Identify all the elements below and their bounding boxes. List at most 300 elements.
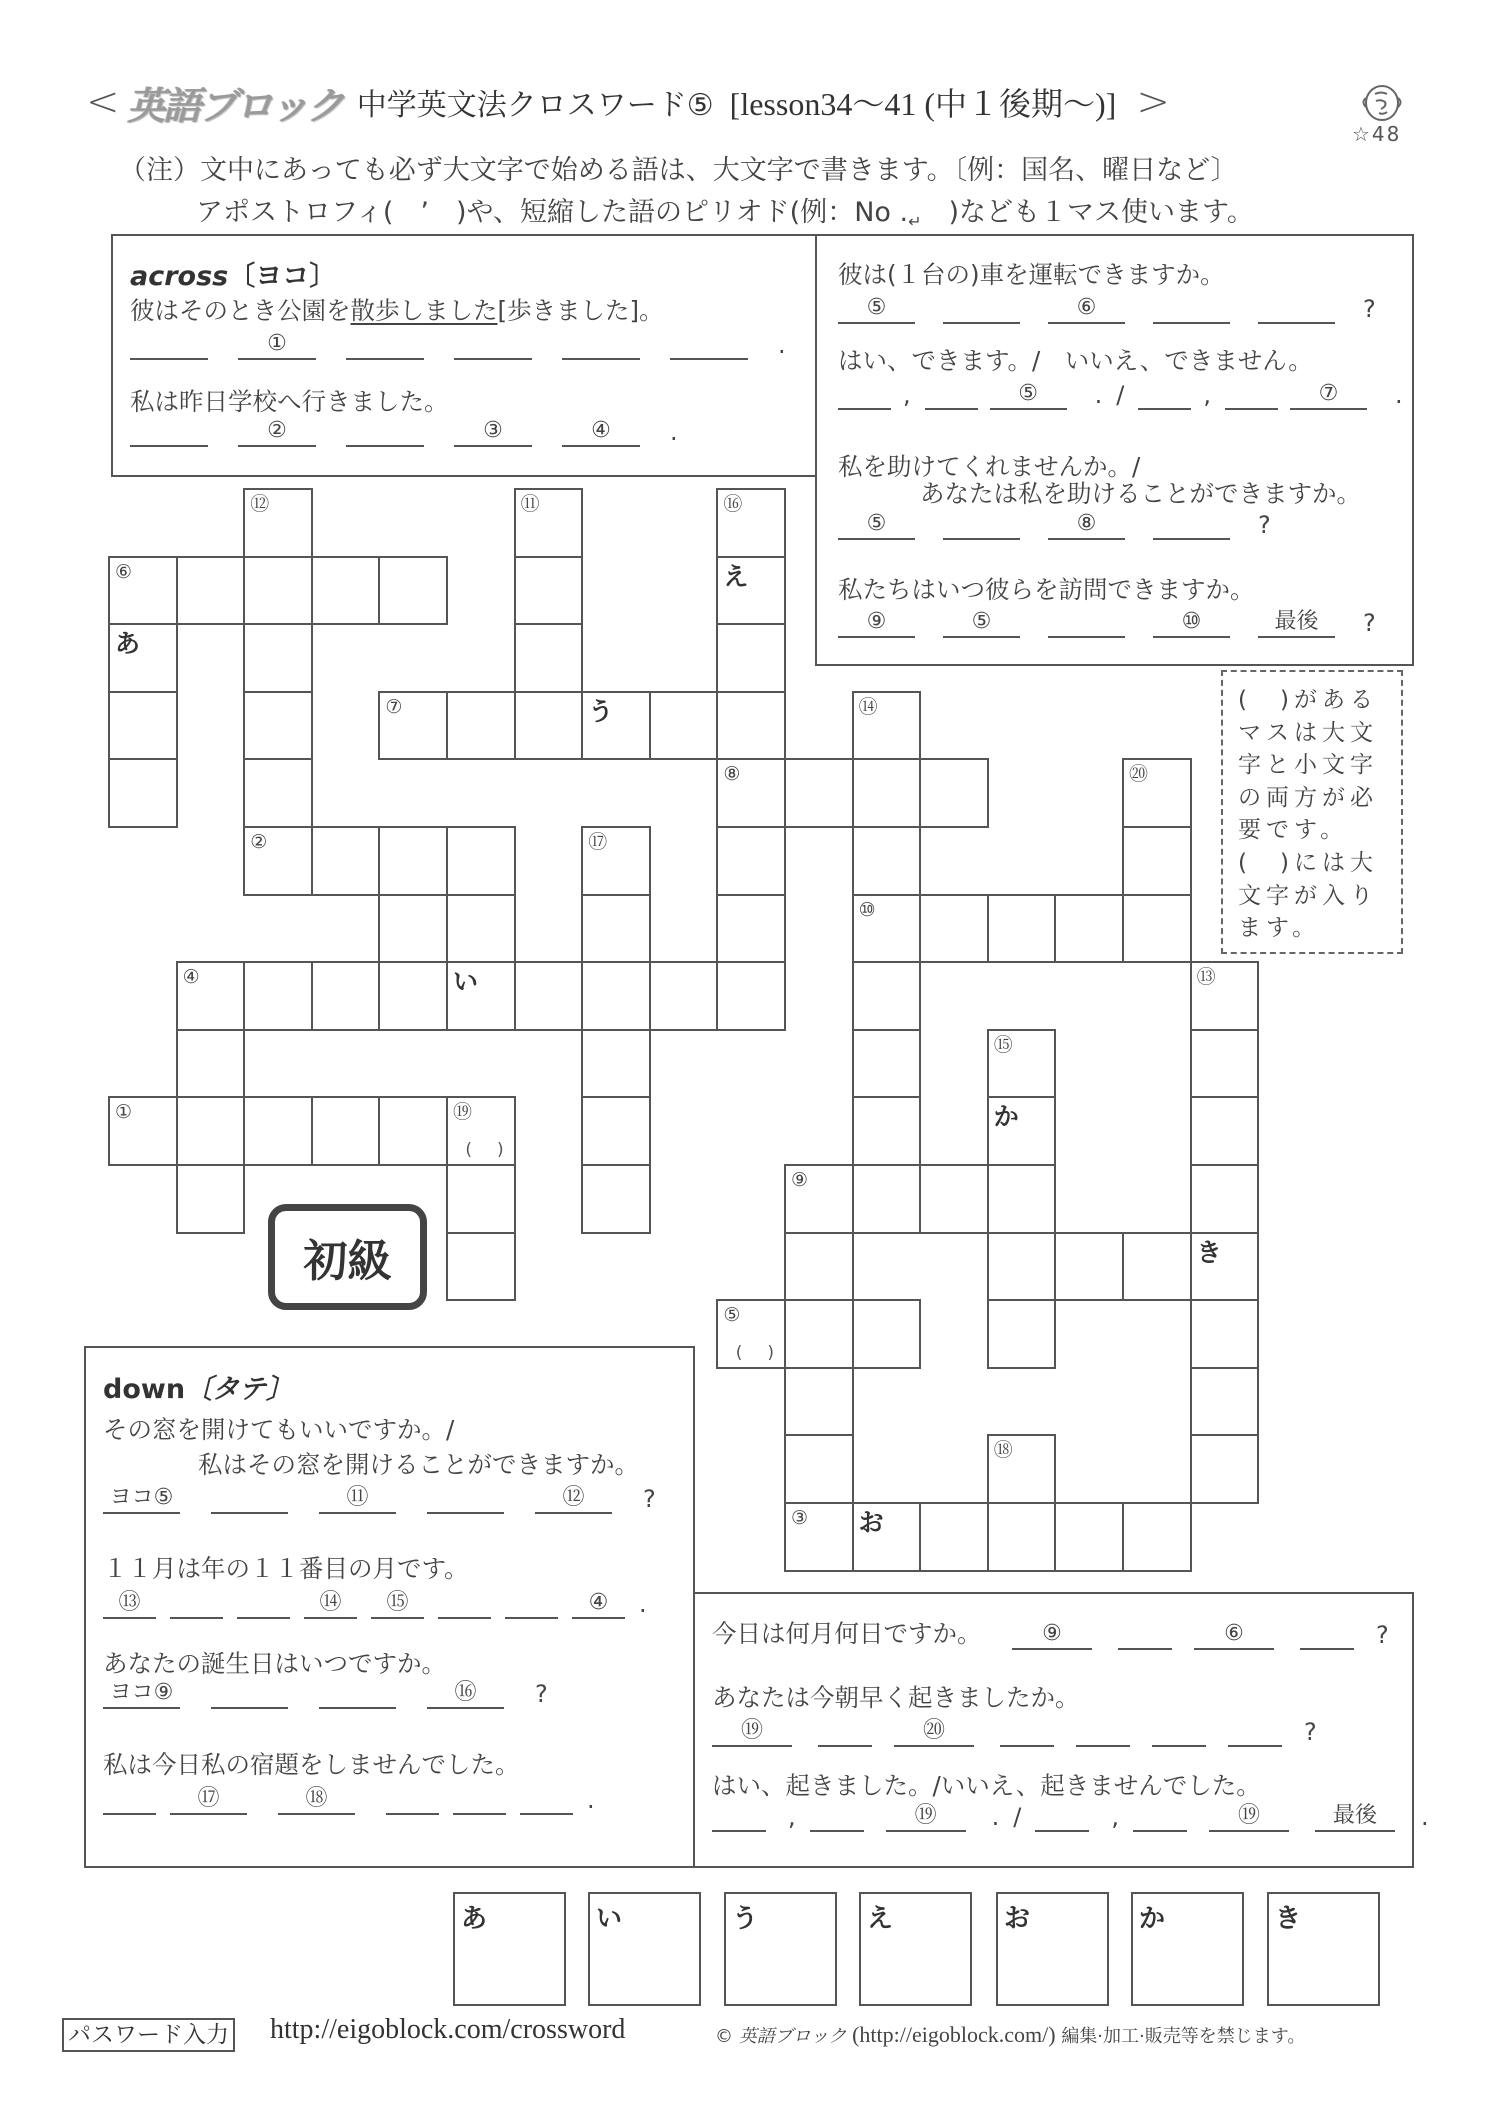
grid-cell[interactable] [919,894,989,964]
note-line-2b: )なども１マス使います。 [921,197,1254,228]
grid-cell[interactable] [581,961,651,1031]
grid-cell[interactable] [1190,1367,1260,1437]
blank-label: ① [267,331,287,356]
punctuation: , [788,1803,796,1831]
clue-phrase: あなたの誕生日はいつですか。 [103,1649,446,1678]
grid-cell[interactable] [716,488,786,558]
answer-blank[interactable] [103,1777,156,1815]
grid-cell[interactable] [176,961,246,1031]
clue-number: ⑱ [993,1439,1013,1462]
grid-cell[interactable] [108,556,178,626]
answer-blank[interactable] [810,1794,864,1832]
copyright-notice [715,2022,1305,2048]
copyright-text: 編集·加工·販売等を禁じます。 [1061,2026,1306,2047]
clue-phrase: あなたは今朝早く起きましたか。 [712,1683,1080,1712]
grid-cell[interactable] [987,1096,1057,1166]
punctuation: . [778,331,786,359]
grid-cell[interactable] [243,961,313,1031]
grid-cell[interactable] [784,1164,854,1234]
clue-number: ⑰ [588,831,608,853]
password-box[interactable] [1131,1892,1244,2006]
grid-cell[interactable] [716,758,786,828]
copyright-brand: 英語ブロック [738,2026,847,2047]
answer-line [712,1707,1331,1747]
crossword-url-link[interactable]: http://eigoblock.com/crossword [270,2014,626,2045]
clue-phrase: 今日は何月何日ですか。 [712,1619,982,1648]
password-box[interactable] [588,1892,701,2006]
capital-note-line: ( )には大 [1238,849,1378,876]
blank-label: ⑤ [866,511,887,536]
answer-blank[interactable] [1300,1612,1354,1650]
grid-cell[interactable] [987,1029,1057,1099]
clue-number: ⑳ [1129,763,1149,786]
grid-cell[interactable] [311,961,381,1031]
answer-blank[interactable] [211,1476,288,1514]
answer-blank[interactable] [211,1671,288,1709]
answer-blank[interactable] [712,1709,792,1747]
down-heading-ja: 〔タテ〕 [185,1374,294,1405]
password-entry-label: パスワード入力 [62,2018,235,2052]
underlined-phrase: 散歩しました [350,296,498,325]
answer-blank[interactable] [818,1709,872,1747]
grid-cell[interactable] [243,1096,313,1166]
blank-label: ⑦ [1318,381,1339,406]
capital-letter-mark: ( ) [735,1342,778,1363]
grid-cell[interactable] [378,894,448,964]
password-box-label: う [732,1904,759,1934]
password-box[interactable] [724,1892,837,2006]
punctuation: , [903,381,911,409]
answer-blank[interactable] [562,409,640,447]
blank-label: ⑰ [197,1786,220,1811]
across-heading-ja: 〔ヨコ〕 [228,261,337,292]
grid-cell[interactable] [1122,1232,1192,1302]
punctuation: ? [1304,1718,1317,1746]
clue-text [712,1619,982,1649]
punctuation: . [1395,381,1403,409]
grid-cell[interactable] [446,1164,516,1234]
answer-blank[interactable] [1315,1794,1395,1832]
blank-label: ⑫ [562,1485,585,1510]
grid-cell[interactable] [243,488,313,558]
answer-blank[interactable] [925,372,978,410]
answer-blank[interactable] [1290,372,1367,410]
capital-note-line: 文字が入り [1238,882,1378,909]
answer-blank[interactable] [1076,1709,1130,1747]
answer-blank[interactable] [1118,1612,1172,1650]
password-box-label: か [1139,1904,1166,1934]
answer-blank[interactable] [1000,1709,1054,1747]
worksheet-title: 中学英文法クロスワード⑤ [356,88,714,123]
clue-phrase: その窓を開けてもいいですか。/ [103,1415,455,1444]
grid-cell[interactable] [176,1164,246,1234]
answer-blank[interactable] [170,1581,223,1619]
answer-blank[interactable] [1258,286,1335,324]
capital-note-line: 字と小文字 [1238,752,1378,779]
answer-blank[interactable] [319,1671,396,1709]
grid-cell[interactable] [852,1164,922,1234]
grid-cell[interactable] [987,1232,1057,1302]
grid-cell[interactable] [716,961,786,1031]
answer-blank[interactable] [1048,502,1125,540]
punctuation: / [1013,1803,1022,1831]
grid-cell[interactable] [176,1096,246,1166]
password-letter-mark: き [1196,1237,1222,1267]
password-box[interactable] [996,1892,1109,2006]
brand-url-link[interactable]: (http://eigoblock.com/) [852,2022,1056,2047]
answer-blank[interactable] [103,1671,180,1709]
grid-cell[interactable] [784,1299,854,1369]
grid-cell[interactable] [581,691,651,761]
grid-cell[interactable] [108,623,178,693]
blank-label: 最後 [1274,609,1319,634]
answer-blank[interactable] [943,600,1020,638]
grid-cell[interactable] [1190,1164,1260,1234]
punctuation: , [1111,1803,1120,1831]
punctuation: . [639,1590,647,1618]
grid-cell[interactable] [852,1502,922,1572]
answer-blank[interactable] [438,1581,491,1619]
grid-cell[interactable] [1054,1502,1124,1572]
grid-cell[interactable] [1054,1232,1124,1302]
grid-cell[interactable] [243,691,313,761]
grid-cell[interactable] [852,691,922,761]
grid-cell[interactable] [852,758,922,828]
grid-cell[interactable] [176,556,246,626]
answer-blank[interactable] [1012,1612,1092,1650]
answer-blank[interactable] [278,1777,355,1815]
clue-number: ② [250,831,268,853]
grid-cell[interactable] [514,961,584,1031]
clue-number: ⑫ [250,493,270,515]
grid-cell[interactable] [514,488,584,558]
capital-note-line: 要です。 [1238,817,1349,844]
password-letter-mark: お [858,1508,884,1537]
answer-blank[interactable] [1153,286,1230,324]
grid-cell[interactable] [311,826,381,896]
answer-blank[interactable] [1209,1794,1289,1832]
blank-label: ⑤ [971,609,992,634]
grid-cell[interactable] [108,758,178,828]
password-box-label: あ [461,1904,488,1934]
answer-blank[interactable] [319,1476,396,1514]
grid-cell[interactable] [514,691,584,761]
answer-blank[interactable] [1048,600,1125,638]
return-icon: ↵ [908,212,922,231]
clue-number: ① [115,1101,133,1124]
clue-number: ⑨ [791,1169,809,1191]
punctuation: ? [1376,1621,1389,1649]
answer-blank[interactable] [535,1476,612,1514]
clue-phrase: あなたは私を助けることができますか。 [920,479,1361,508]
blank-label: ⑯ [454,1680,477,1705]
grid-cell[interactable] [987,1299,1057,1369]
grid-cell[interactable] [1054,894,1124,964]
clue-phrase: はい、起きました。/いいえ、起きませんでした。 [712,1771,1261,1800]
grid-cell[interactable] [243,623,313,693]
clue-number: ⑪ [520,493,540,515]
grid-cell[interactable] [784,758,854,828]
grid-cell[interactable] [514,623,584,693]
capital-note-line: ( )がある [1238,687,1378,713]
answer-blank[interactable] [454,409,532,447]
grid-cell[interactable] [581,1096,651,1166]
grid-cell[interactable] [852,826,922,896]
grid-cell[interactable] [446,1096,516,1166]
grid-cell[interactable] [378,691,448,761]
open-angle: < [86,79,120,125]
blank-label: ⑪ [346,1485,369,1510]
answer-blank[interactable] [1153,502,1230,540]
clue-number: ⑩ [858,898,876,921]
grid-cell[interactable] [243,758,313,828]
answer-blank[interactable] [1035,1794,1089,1832]
grid-cell[interactable] [243,826,313,896]
clue-phrase: 私はその窓を開けることができますか。 [198,1450,639,1479]
answer-blank[interactable] [838,600,915,638]
blank-label: ⑥ [1224,1621,1244,1646]
note-line-2a: アポストロフィ( ’ )や、短縮した語のピリオド(例：No . [196,197,909,228]
copyright-icon: © [715,2026,733,2047]
clue-number: ⑯ [723,493,743,515]
grid-cell[interactable] [514,556,584,626]
punctuation: / [1116,381,1125,409]
answer-blank[interactable] [238,409,316,447]
across-heading [130,254,336,293]
answer-blank[interactable] [1228,1709,1282,1747]
blank-label: ⑧ [1076,511,1097,536]
answer-blank[interactable] [990,372,1067,410]
punctuation: ? [643,1485,656,1513]
answer-blank[interactable] [371,1581,424,1619]
answer-blank[interactable] [346,409,424,447]
blank-label: ⑤ [866,295,887,320]
answer-blank[interactable] [712,1794,766,1832]
clue-number: ⑤ [723,1304,741,1327]
blank-label: ⑥ [1076,295,1097,320]
password-letter-mark: う [588,696,614,726]
grid-cell[interactable] [852,1299,922,1369]
punctuation: . [587,1786,595,1814]
answer-blank[interactable] [427,1476,504,1514]
grid-cell[interactable] [446,826,516,896]
grid-cell[interactable] [987,1502,1057,1572]
answer-blank[interactable] [838,502,915,540]
grid-cell[interactable] [446,1232,516,1302]
answer-blank[interactable] [943,286,1020,324]
answer-blank[interactable] [1153,600,1230,638]
grid-cell[interactable] [784,1502,854,1572]
blank-label: ⑲ [740,1718,763,1743]
answer-blank[interactable] [427,1671,504,1709]
level-badge: 初級 [268,1204,427,1310]
answer-blank[interactable] [562,322,640,360]
grid-cell[interactable] [243,556,313,626]
grid-cell[interactable] [716,623,786,693]
close-angle: > [1136,79,1170,125]
note-line-2 [196,190,1254,229]
answer-blank[interactable] [304,1581,357,1619]
clue-number: ⑬ [1196,966,1216,989]
punctuation: . [991,1803,1000,1831]
grid-cell[interactable] [919,1164,989,1234]
grid-cell[interactable] [446,961,516,1031]
grid-cell[interactable] [311,1096,381,1166]
blank-label: ヨコ⑨ [109,1680,174,1705]
grid-cell[interactable] [1122,758,1192,828]
grid-cell[interactable] [919,1502,989,1572]
answer-blank[interactable] [130,322,208,360]
answer-blank[interactable] [103,1581,156,1619]
grid-cell[interactable] [852,961,922,1031]
grid-cell[interactable] [176,1029,246,1099]
grid-cell[interactable] [1190,961,1260,1031]
answer-line [103,1775,609,1815]
blank-label: ③ [483,418,503,443]
grid-cell[interactable] [108,1096,178,1166]
punctuation: ? [1258,511,1271,539]
answer-blank[interactable] [238,322,316,360]
punctuation: ? [1363,609,1376,637]
answer-blank[interactable] [346,322,424,360]
answer-blank[interactable] [886,1794,966,1832]
grid-cell[interactable] [1190,1029,1260,1099]
grid-cell[interactable] [852,894,922,964]
answer-blank[interactable] [838,372,891,410]
grid-cell[interactable] [1190,1096,1260,1166]
capital-note-line: の両方が必 [1238,784,1378,811]
clue-number: ⑲ [453,1101,473,1124]
clue-number: ⑧ [723,763,741,786]
answer-blank[interactable] [454,322,532,360]
punctuation: . [670,418,678,446]
across-heading-en: across [130,261,229,292]
password-box[interactable] [859,1892,972,2006]
answer-line [838,598,1390,638]
answer-blank[interactable] [1258,600,1335,638]
answer-blank[interactable] [1225,372,1278,410]
clue-phrase: 私は今日私の宿題をしませんでした。 [103,1750,520,1779]
answer-blank[interactable] [1133,1794,1187,1832]
grid-cell[interactable] [378,826,448,896]
answer-blank[interactable] [1138,372,1191,410]
answer-line [103,1474,670,1514]
grid-cell[interactable] [581,1164,651,1234]
blank-label: ⑲ [1238,1803,1261,1828]
blank-label: ⑭ [319,1590,342,1615]
answer-line [103,1669,562,1709]
grid-cell[interactable] [378,961,448,1031]
grid-cell[interactable] [1122,1502,1192,1572]
grid-cell[interactable] [1190,1232,1260,1302]
grid-cell[interactable] [852,1029,922,1099]
punctuation: . [1094,381,1103,409]
blank-label: ⑲ [914,1803,937,1828]
answer-blank[interactable] [1194,1612,1274,1650]
grid-cell[interactable] [784,1232,854,1302]
grid-cell[interactable] [1190,1434,1260,1504]
answer-blank[interactable] [237,1581,290,1619]
grid-cell[interactable] [649,691,719,761]
password-letter-mark: い [453,967,479,997]
answer-blank[interactable] [520,1777,573,1815]
grid-cell[interactable] [1122,894,1192,964]
answer-blank[interactable] [453,1777,506,1815]
answer-blank[interactable] [670,322,748,360]
answer-blank[interactable] [170,1777,247,1815]
answer-blank[interactable] [103,1476,180,1514]
blank-label: 最後 [1333,1803,1378,1828]
brand-logo: 英語ブロック [127,83,343,128]
grid-cell[interactable] [987,1164,1057,1234]
clue-text [103,1415,454,1445]
clue-number: ⑭ [858,695,878,718]
grid-cell[interactable] [446,894,516,964]
grid-cell[interactable] [784,1367,854,1437]
grid-cell[interactable] [311,556,381,626]
grid-cell[interactable] [784,1434,854,1504]
grid-cell[interactable] [716,691,786,761]
grid-cell[interactable] [716,826,786,896]
answer-blank[interactable] [386,1777,439,1815]
answer-line [130,320,800,360]
clue-number: ⑮ [993,1033,1013,1056]
answer-blank[interactable] [838,286,915,324]
answer-blank[interactable] [130,409,208,447]
grid-cell[interactable] [716,1299,786,1369]
grid-cell[interactable] [446,691,516,761]
answer-blank[interactable] [1152,1709,1206,1747]
answer-blank[interactable] [572,1581,625,1619]
answer-blank[interactable] [894,1709,974,1747]
grid-cell[interactable] [378,556,448,626]
clue-phrase: 私は昨日学校へ行きました。 [130,387,449,416]
password-letter-mark: か [993,1102,1019,1132]
clue-phrase: はい、できます。/ いいえ、できません。 [838,346,1313,375]
grid-cell[interactable] [1122,826,1192,896]
clue-phrase: [歩きました]。 [497,296,664,325]
grid-cell[interactable] [649,961,719,1031]
password-box[interactable] [453,1892,566,2006]
password-box-label: お [1004,1904,1031,1934]
grid-cell[interactable] [987,894,1057,964]
grid-cell[interactable] [581,826,651,896]
password-box[interactable] [1267,1892,1380,2006]
answer-blank[interactable] [1048,286,1125,324]
clue-phrase: 彼はそのとき公園を [130,296,351,325]
grid-cell[interactable] [987,1434,1057,1504]
blank-label: ④ [588,1590,609,1615]
grid-cell[interactable] [852,1096,922,1166]
punctuation: ? [1363,295,1376,323]
blank-label: ⑨ [866,609,887,634]
grid-cell[interactable] [581,1029,651,1099]
clue-number: ④ [182,966,200,989]
down-heading [103,1367,293,1406]
blank-label: ⑨ [1042,1621,1062,1646]
answer-blank[interactable] [943,502,1020,540]
grid-cell[interactable] [378,1096,448,1166]
grid-cell[interactable] [581,894,651,964]
punctuation: . [1421,1803,1429,1831]
grid-cell[interactable] [108,691,178,761]
answer-blank[interactable] [505,1581,558,1619]
answer-line [838,370,1417,410]
grid-cell[interactable] [716,894,786,964]
grid-cell[interactable] [919,758,989,828]
grid-cell[interactable] [716,556,786,626]
grid-cell[interactable] [1190,1299,1260,1369]
